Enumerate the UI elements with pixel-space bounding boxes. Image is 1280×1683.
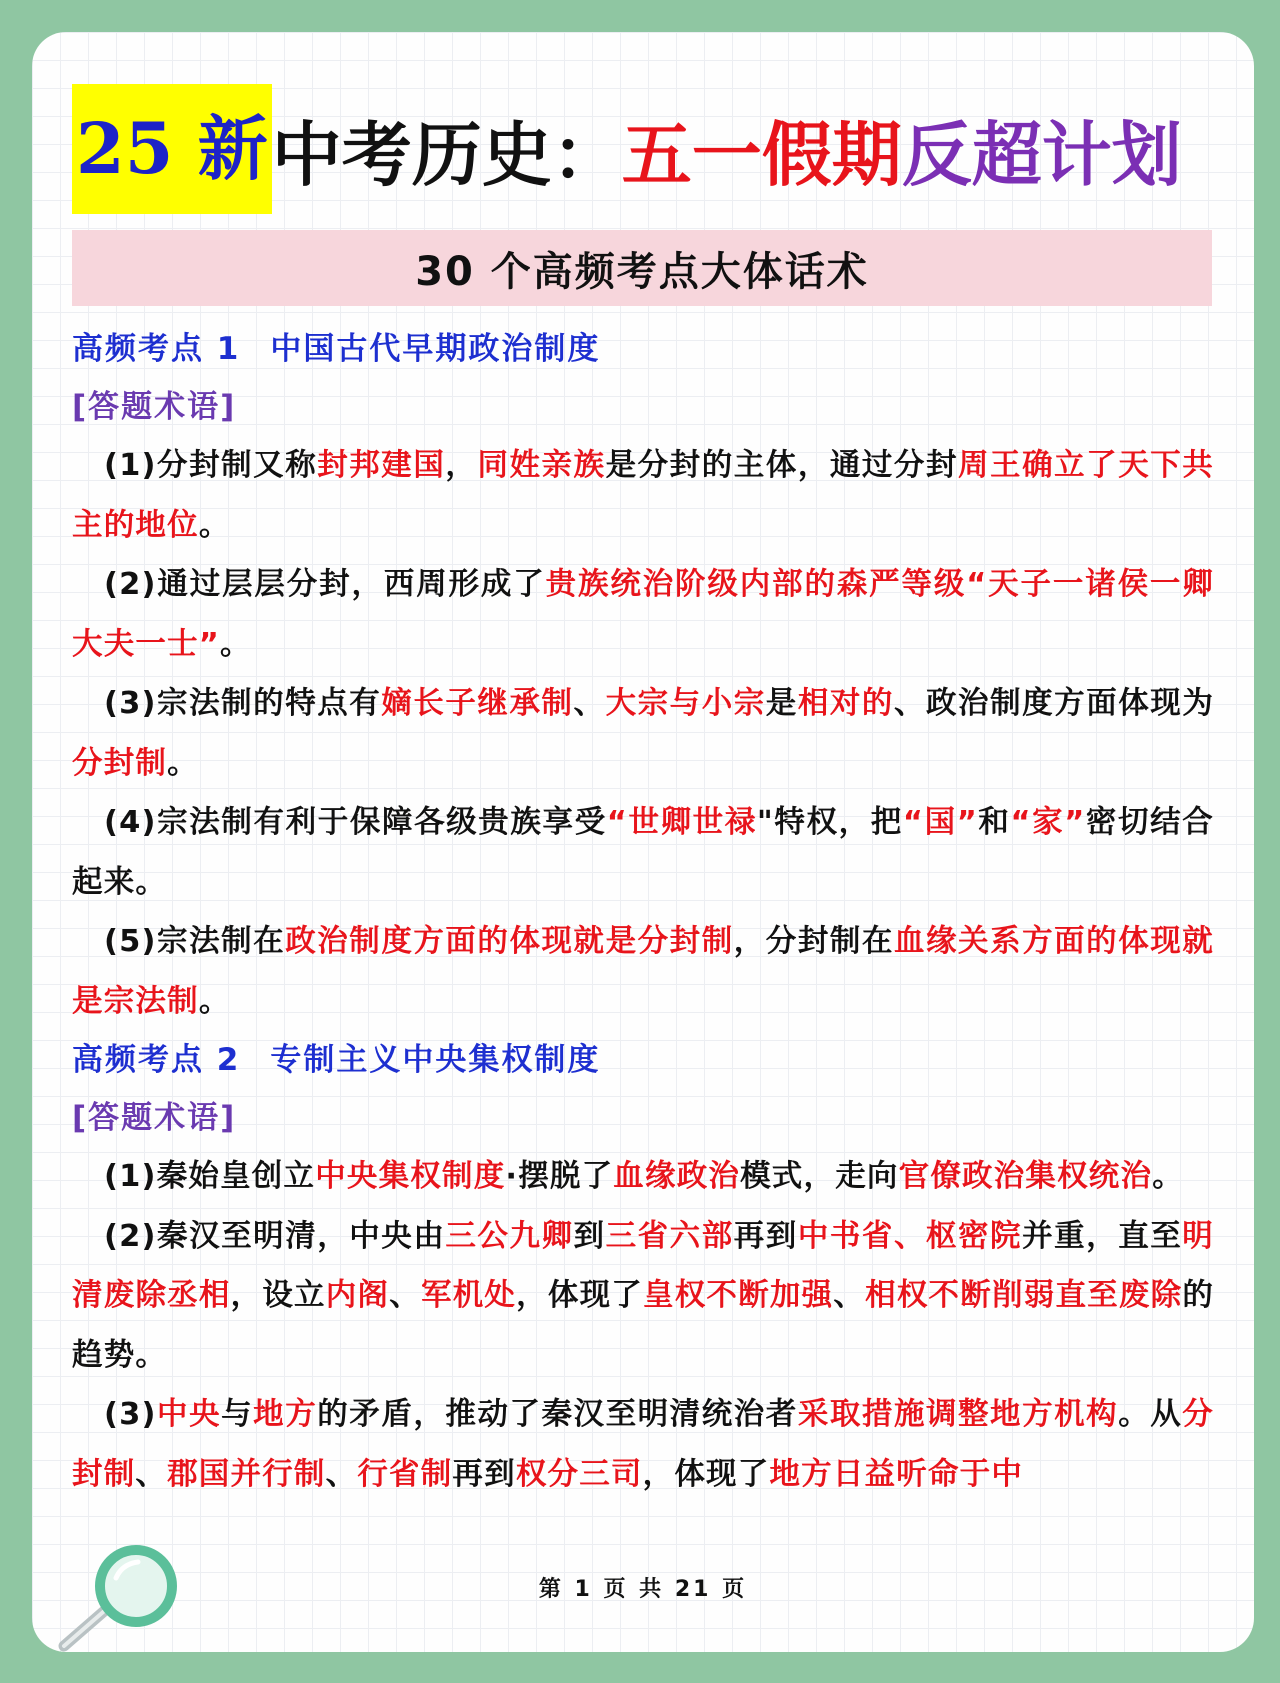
paragraph-text: 与 [221,1397,254,1432]
content-body [72,320,1214,1504]
paragraph-text: 、政治制度方面体现为 [893,686,1215,721]
paragraph-text: 的矛盾，推动了秦汉至明清统治者 [317,1397,798,1432]
paragraph-text: ， [445,448,478,483]
answer-paragraph [72,555,1214,674]
keyword-highlight: 地方 [253,1397,318,1432]
keyword-highlight: 三公九卿 [445,1218,574,1254]
keyword-highlight: 三省六部 [605,1218,734,1254]
keyword-highlight: 周王确立了天下共主的地位 [72,448,1214,543]
paragraph-text: (3)宗法制的特点有 [104,686,382,721]
answer-terms-tag: [答题术语] [72,389,237,425]
paragraph-text: "特权，把 [756,805,903,840]
answer-paragraph [72,1147,1214,1207]
paragraph-text: 、 [833,1278,866,1313]
keyword-highlight: 中央 [156,1397,222,1432]
paragraph-text: (1)秦始皇创立 [104,1159,316,1194]
section-heading-label: 高频考点 2 [72,1042,241,1078]
paragraph-text: (3) [104,1397,157,1432]
keyword-highlight: “世卿世禄 [606,805,757,840]
keyword-highlight: 中央集权制度 [315,1159,506,1194]
section-heading [72,320,1214,378]
paragraph-text: ，分封制在 [733,924,894,959]
title-plan: 反超计划 [901,112,1182,196]
section-heading [72,1031,1214,1089]
paragraph-text: 到 [573,1218,606,1254]
answer-paragraph [72,1385,1214,1504]
paragraph-text: (2)秦汉至明清，中央由 [104,1218,446,1254]
paragraph-text: ，设立 [230,1278,326,1313]
paragraph-text: 。 [198,507,231,543]
answer-paragraph [72,436,1214,555]
paragraph-text: 、 [389,1278,421,1313]
answer-paragraph [72,674,1214,793]
paragraph-text: (1)分封制又称 [104,448,318,483]
magnifier-icon [50,1542,200,1652]
paragraph-text: ，体现了 [642,1456,770,1492]
paragraph-text: 、 [135,1456,168,1492]
page-title [72,84,1182,214]
keyword-highlight: 权分三司 [515,1456,643,1492]
keyword-highlight: 分封制 [72,745,168,781]
keyword-highlight: 官僚政治集权统治 [898,1159,1153,1194]
keyword-highlight: 相权不断削弱直至废除 [865,1278,1183,1313]
keyword-highlight: 大宗与小宗 [605,686,766,721]
subtitle-banner: 30 个高频考点大体话术 [72,230,1212,306]
keyword-highlight: 地方日益听命于中 [769,1456,1024,1492]
title-subject: 中考历史： [271,112,622,196]
keyword-highlight: 贵族统治阶级内部的森严等级“天子一诸侯一卿大夫一士” [72,567,1214,662]
paragraph-text: 并重，直至 [1022,1218,1183,1254]
section-heading-topic: 中国古代早期政治制度 [270,331,601,367]
keyword-highlight: 同姓亲族 [477,448,606,483]
paragraph-text: 模式，走向 [740,1159,899,1194]
keyword-highlight: 采取措施调整地方机构 [797,1397,1119,1432]
paragraph-text: 再到 [452,1456,516,1492]
keyword-highlight: “国” [902,805,978,840]
answer-paragraph [72,793,1214,912]
paragraph-text: 再到 [733,1218,798,1254]
paragraph-text: (5)宗法制在 [104,924,286,959]
keyword-highlight: 行省制 [357,1456,453,1492]
paragraph-text: 的趋势。 [72,1278,1215,1373]
paragraph-text: 密切结合起来。 [72,805,1214,900]
keyword-highlight: 嫡长子继承制 [381,686,574,721]
paragraph-text: ·摆脱了 [505,1159,614,1194]
page-footer: 第 1 页 共 21 页 [538,1577,748,1602]
keyword-highlight: 政治制度方面的体现就是分封制 [285,924,734,959]
section-heading-topic: 专制主义中央集权制度 [270,1042,601,1078]
answer-terms-tag: [答题术语] [72,1100,237,1136]
paragraph-text: (4)宗法制有利于保障各级贵族享受 [104,805,607,840]
paragraph-text: 、 [325,1456,358,1492]
paragraph-text: 。 [220,626,252,662]
keyword-highlight: 分封制 [72,1397,1214,1492]
keyword-highlight: 相对的 [797,686,894,721]
keyword-highlight: 郡国并行制 [167,1456,326,1492]
keyword-highlight: 血缘政治 [613,1159,741,1194]
keyword-highlight: 血缘关系方面的体现就是宗法制 [72,924,1214,1019]
paragraph-text: 是分封的主体，通过分封 [605,448,959,483]
paragraph-text: (2)通过层层分封，西周形成了 [104,567,546,602]
section-heading-label: 高频考点 1 [72,331,241,367]
title-highlight: 25 新 [72,84,272,214]
keyword-highlight: 军机处 [420,1278,517,1313]
keyword-highlight: 明清废除丞相 [72,1218,1214,1313]
keyword-highlight: “家” [1010,805,1086,840]
paragraph-text: 和 [977,805,1011,840]
paragraph-text: 。 [1152,1159,1184,1194]
keyword-highlight: 封邦建国 [317,448,446,483]
paragraph-text: ，体现了 [516,1278,644,1313]
paragraph-text: 、 [573,686,606,721]
paragraph-text: 。 [167,745,199,781]
paragraph-text: 。 [198,983,231,1019]
document-card [32,32,1254,1652]
answer-paragraph [72,912,1214,1031]
keyword-highlight: 内阁 [325,1278,390,1313]
answer-paragraph [72,1207,1214,1386]
paragraph-text: 是 [765,686,798,721]
title-holiday: 五一假期 [621,112,902,196]
keyword-highlight: 中书省、枢密院 [797,1218,1023,1254]
keyword-highlight: 皇权不断加强 [643,1278,834,1313]
paragraph-text: 。从 [1118,1397,1183,1432]
